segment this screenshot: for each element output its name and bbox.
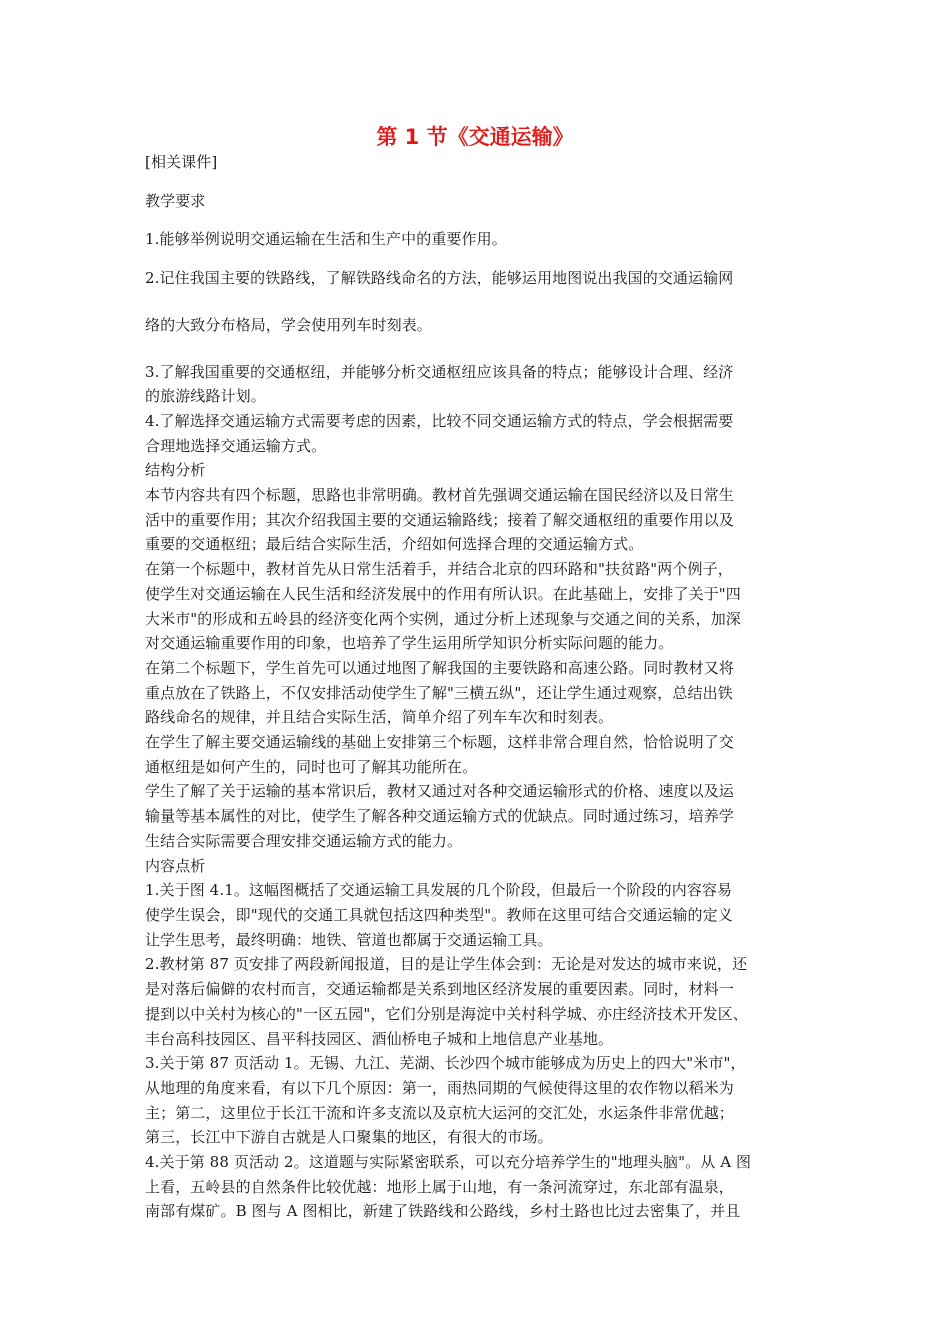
paragraph-line: 络的大致分布格局，学会使用列车时刻表。: [145, 315, 432, 334]
paragraph-line: 主；第二，这里位于长江干流和许多支流以及京杭大运河的交汇处，水运条件非常优越；: [145, 1103, 734, 1122]
paragraph-line: 丰台高科技园区、昌平科技园区、酒仙桥电子城和上地信息产业基地。: [145, 1029, 614, 1048]
paragraph-line: 提到以中关村为核心的"一区五园"，它们分别是海淀中关村科学城、亦庄经济技术开发区、: [145, 1004, 748, 1023]
paragraph-line: 2.教材第 87 页安排了两段新闻报道，目的是让学生体会到：无论是对发达的城市来说，还: [145, 955, 748, 974]
paragraph-line: 活中的重要作用；其次介绍我国主要的交通运输路线；接着了解交通枢纽的重要作用以及: [145, 510, 734, 529]
paragraph-line: 从地理的角度来看，有以下几个原因：第一，雨热同期的气候使得这里的农作物以稻米为: [145, 1078, 734, 1097]
paragraph-line: 1.能够举例说明交通运输在生活和生产中的重要作用。: [145, 230, 507, 249]
paragraph-line: 上看，五岭县的自然条件比较优越：地形上属于山地，有一条河流穿过，东北部有温泉，: [145, 1177, 734, 1196]
paragraph-line: 让学生思考，最终明确：地铁、管道也都属于交通运输工具。: [145, 930, 553, 949]
paragraph-line: 第三，长江中下游自古就是人口聚集的地区，有很大的市场。: [145, 1128, 553, 1147]
page-title: 第 1 节《交通运输》: [376, 125, 574, 149]
paragraph-line: 在第一个标题中，教材首先从日常生活着手，并结合北京的四环路和"扶贫路"两个例子，: [145, 560, 733, 579]
paragraph-line: 通枢纽是如何产生的，同时也可了解其功能所在。: [145, 757, 478, 776]
paragraph-line: 输量等基本属性的对比，使学生了解各种交通运输方式的优缺点。同时通过练习，培养学: [145, 807, 734, 826]
heading-teaching-requirements: 教学要求: [145, 191, 206, 210]
paragraph-line: 1.关于图 4.1。这幅图概括了交通运输工具发展的几个阶段，但最后一个阶段的内容容易: [145, 881, 733, 900]
paragraph-line: 合理地选择交通运输方式。: [145, 436, 327, 455]
section-label: [相关课件]: [145, 153, 218, 171]
heading-structure-analysis: 结构分析: [145, 461, 206, 480]
paragraph-line: 重要的交通枢纽；最后结合实际生活，介绍如何选择合理的交通运输方式。: [145, 535, 644, 554]
paragraph-line: 生结合实际需要合理安排交通运输方式的能力。: [145, 831, 463, 850]
paragraph-line: 路线命名的规律，并且结合实际生活，简单介绍了列车车次和时刻表。: [145, 708, 614, 727]
paragraph-line: 3.了解我国重要的交通枢纽，并能够分析交通枢纽应该具备的特点；能够设计合理、经济: [145, 362, 734, 381]
paragraph-line: 4.了解选择交通运输方式需要考虑的因素，比较不同交通运输方式的特点，学会根据需要: [145, 411, 734, 430]
paragraph-line: 2.记住我国主要的铁路线，了解铁路线命名的方法，能够运用地图说出我国的交通运输网: [145, 269, 734, 288]
paragraph-line: 本节内容共有四个标题，思路也非常明确。教材首先强调交通运输在国民经济以及日常生: [145, 486, 734, 505]
paragraph-line: 3.关于第 87 页活动 1。无锡、九江、芜湖、长沙四个城市能够成为历史上的四大"米市"，: [145, 1054, 746, 1073]
paragraph-line: 学生了解了关于运输的基本常识后，教材又通过对各种交通运输形式的价格、速度以及运: [145, 782, 734, 801]
document-body: [145, 150, 815, 1224]
paragraph-line: 使学生误会，即"现代的交通工具就包括这四种类型"。教师在这里可结合交通运输的定义: [145, 905, 733, 924]
paragraph-line: 在学生了解主要交通运输线的基础上安排第三个标题，这样非常合理自然，恰恰说明了交: [145, 733, 734, 752]
paragraph-line: 使学生对交通运输在人民生活和经济发展中的作用有所认识。在此基础上，安排了关于"四: [145, 584, 741, 603]
paragraph-line: 是对落后偏僻的农村而言，交通运输都是关系到地区经济发展的重要因素。同时，材料一: [145, 980, 734, 999]
paragraph-line: 的旅游线路计划。: [145, 387, 266, 406]
paragraph-line: 重点放在了铁路上，不仅安排活动使学生了解"三横五纵"，还让学生通过观察，总结出铁: [145, 683, 733, 702]
paragraph-line: 4.关于第 88 页活动 2。这道题与实际紧密联系，可以充分培养学生的"地理头脑"。从 A 图: [145, 1153, 752, 1172]
paragraph-line: 南部有煤矿。B 图与 A 图相比，新建了铁路线和公路线，乡村土路也比过去密集了，并且: [145, 1202, 741, 1221]
paragraph-line: 大米市"的形成和五岭县的经济变化两个实例，通过分析上述现象与交通之间的关系，加深: [145, 609, 741, 628]
paragraph-line: 对交通运输重要作用的印象，也培养了学生运用所学知识分析实际问题的能力。: [145, 634, 674, 653]
paragraph-line: 在第二个标题下，学生首先可以通过地图了解我国的主要铁路和高速公路。同时教材又将: [145, 658, 734, 677]
heading-content-analysis: 内容点析: [145, 856, 206, 875]
